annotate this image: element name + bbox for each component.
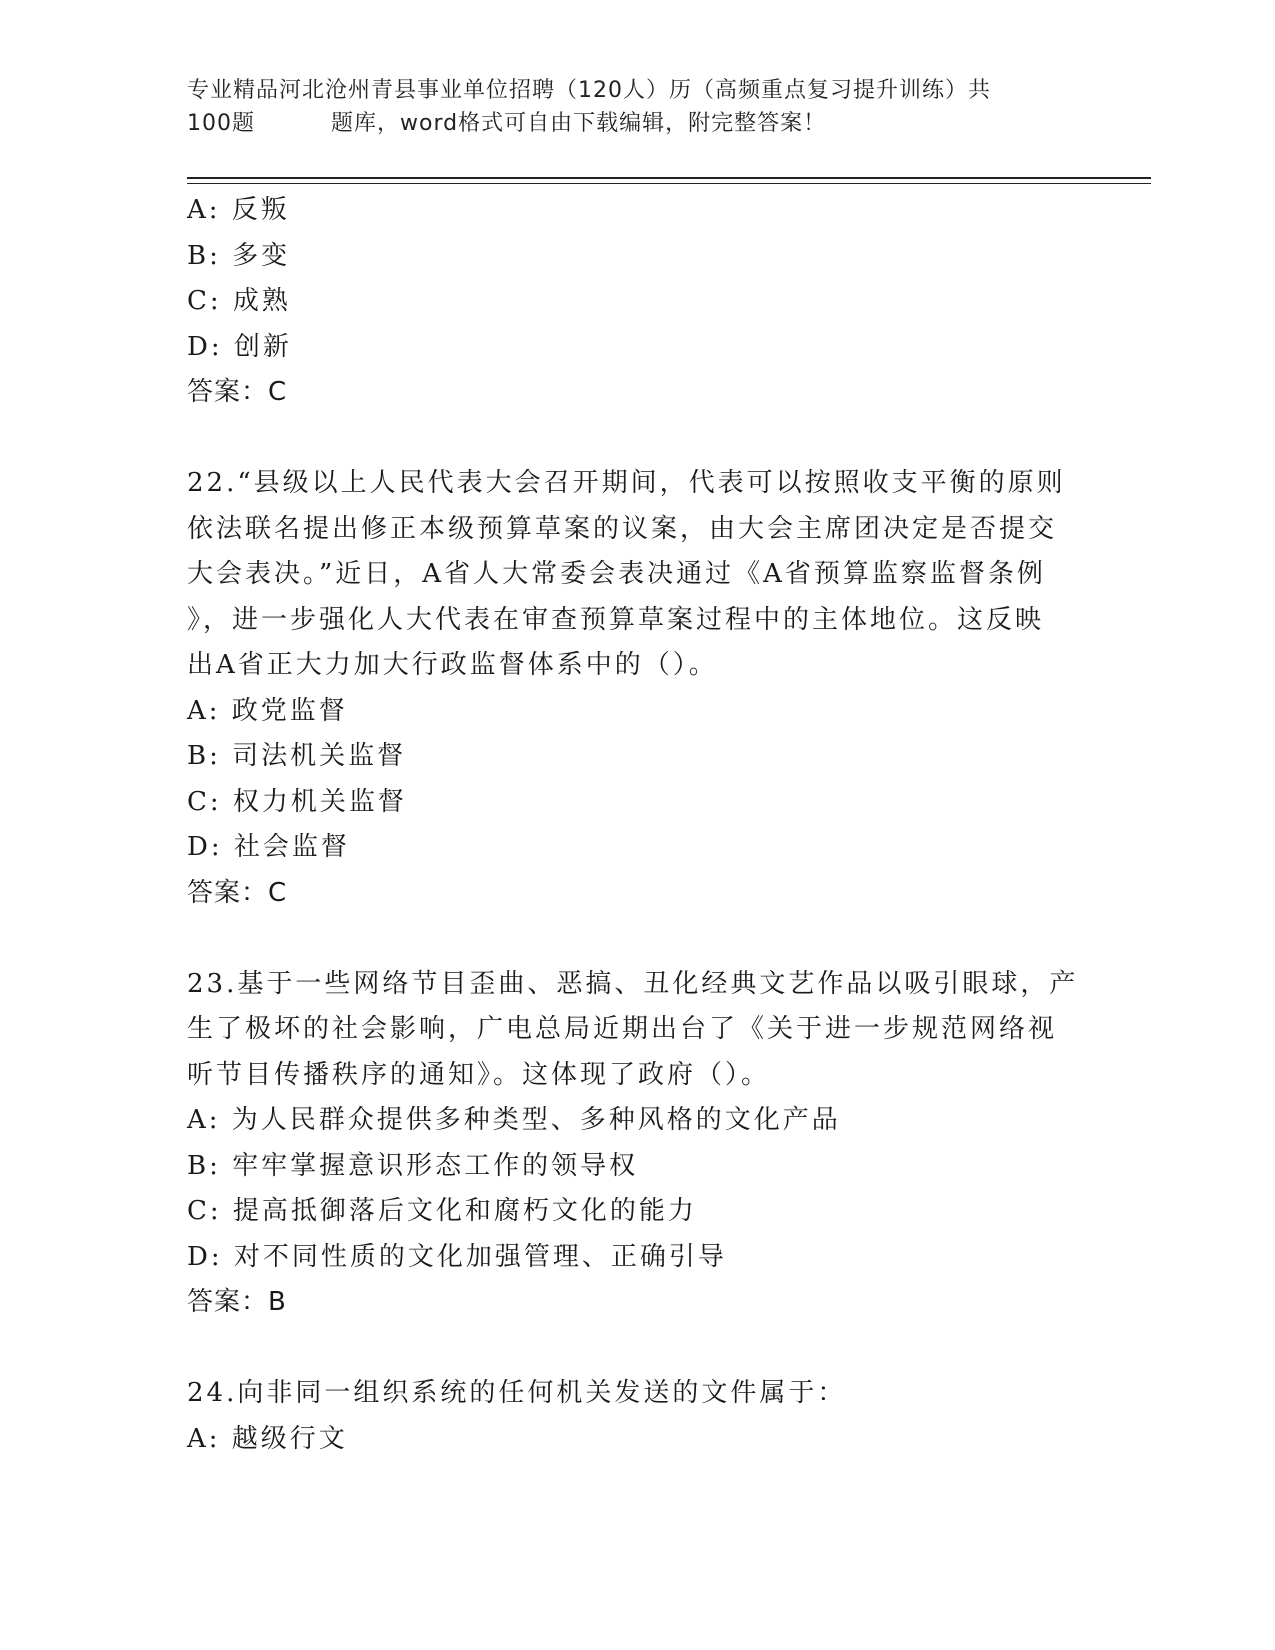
option-c: C: 权力机关监督 xyxy=(187,786,407,817)
option-a: A: 反叛 xyxy=(187,195,290,225)
header-line-2 xyxy=(187,107,1067,140)
option-d: D: 创新 xyxy=(187,331,292,362)
question-22 xyxy=(187,461,1067,916)
option-c: C: 提高抵御落后文化和腐朽文化的能力 xyxy=(187,1196,697,1226)
option-b: B: 牢牢掌握意识形态工作的领导权 xyxy=(187,1150,639,1181)
option-a: A: 政党监督 xyxy=(187,695,348,726)
option-d: D: 对不同性质的文化加强管理、正确引导 xyxy=(187,1241,727,1272)
question-stem-line: 大会表决。”近日，A省人大常委会表决通过《A省预算监察监督条例 xyxy=(187,559,1046,589)
question-stem-line: 依法联名提出修正本级预算草案的议案，由大会主席团决定是否提交 xyxy=(187,513,1058,544)
header-divider-thick xyxy=(187,177,1151,179)
option-b: B: 多变 xyxy=(187,240,291,271)
option-a: A: 为人民群众提供多种类型、多种风格的文化产品 xyxy=(187,1105,841,1135)
option-b: B: 司法机关监督 xyxy=(187,741,407,771)
question-stem-line: 23.基于一些网络节目歪曲、恶搞、丑化经典文艺作品以吸引眼球，产 xyxy=(187,968,1079,999)
page-header xyxy=(187,74,1067,140)
question-stem-line: 生了极坏的社会影响，广电总局近期出台了《关于进一步规范网络视 xyxy=(187,1014,1058,1044)
header-divider-thin xyxy=(187,183,1151,184)
answer-line: 答案：B xyxy=(187,1287,287,1317)
question-stem-line: 24.向非同一组织系统的任何机关发送的文件属于： xyxy=(187,1378,847,1408)
option-a: A: 越级行文 xyxy=(187,1423,348,1454)
option-d: D: 社会监督 xyxy=(187,832,350,862)
question-stem-line: 出A省正大力加大行政监督体系中的（）。 xyxy=(187,650,718,680)
question-21 xyxy=(187,188,1067,416)
header-line-2-left: 100题 xyxy=(187,111,255,136)
question-24 xyxy=(187,1371,1067,1462)
answer-line: 答案：C xyxy=(187,877,288,908)
answer-line: 答案：C xyxy=(187,377,288,407)
option-c: C: 成熟 xyxy=(187,286,291,316)
question-stem-line: 听节目传播秩序的通知》。这体现了政府（）。 xyxy=(187,1059,771,1090)
question-stem-line: 》，进一步强化人大代表在审查预算草案过程中的主体地位。这反映 xyxy=(187,604,1045,635)
header-line-2-right: 题库，word格式可自由下载编辑，附完整答案！ xyxy=(331,111,827,136)
question-23 xyxy=(187,962,1079,1326)
question-stem-line: 22.“县级以上人民代表大会召开期间，代表可以按照收支平衡的原则 xyxy=(187,468,1066,498)
question-list xyxy=(187,188,1079,1462)
header-line-1: 专业精品河北沧州青县事业单位招聘（120人）历（高频重点复习提升训练）共 xyxy=(187,78,991,103)
